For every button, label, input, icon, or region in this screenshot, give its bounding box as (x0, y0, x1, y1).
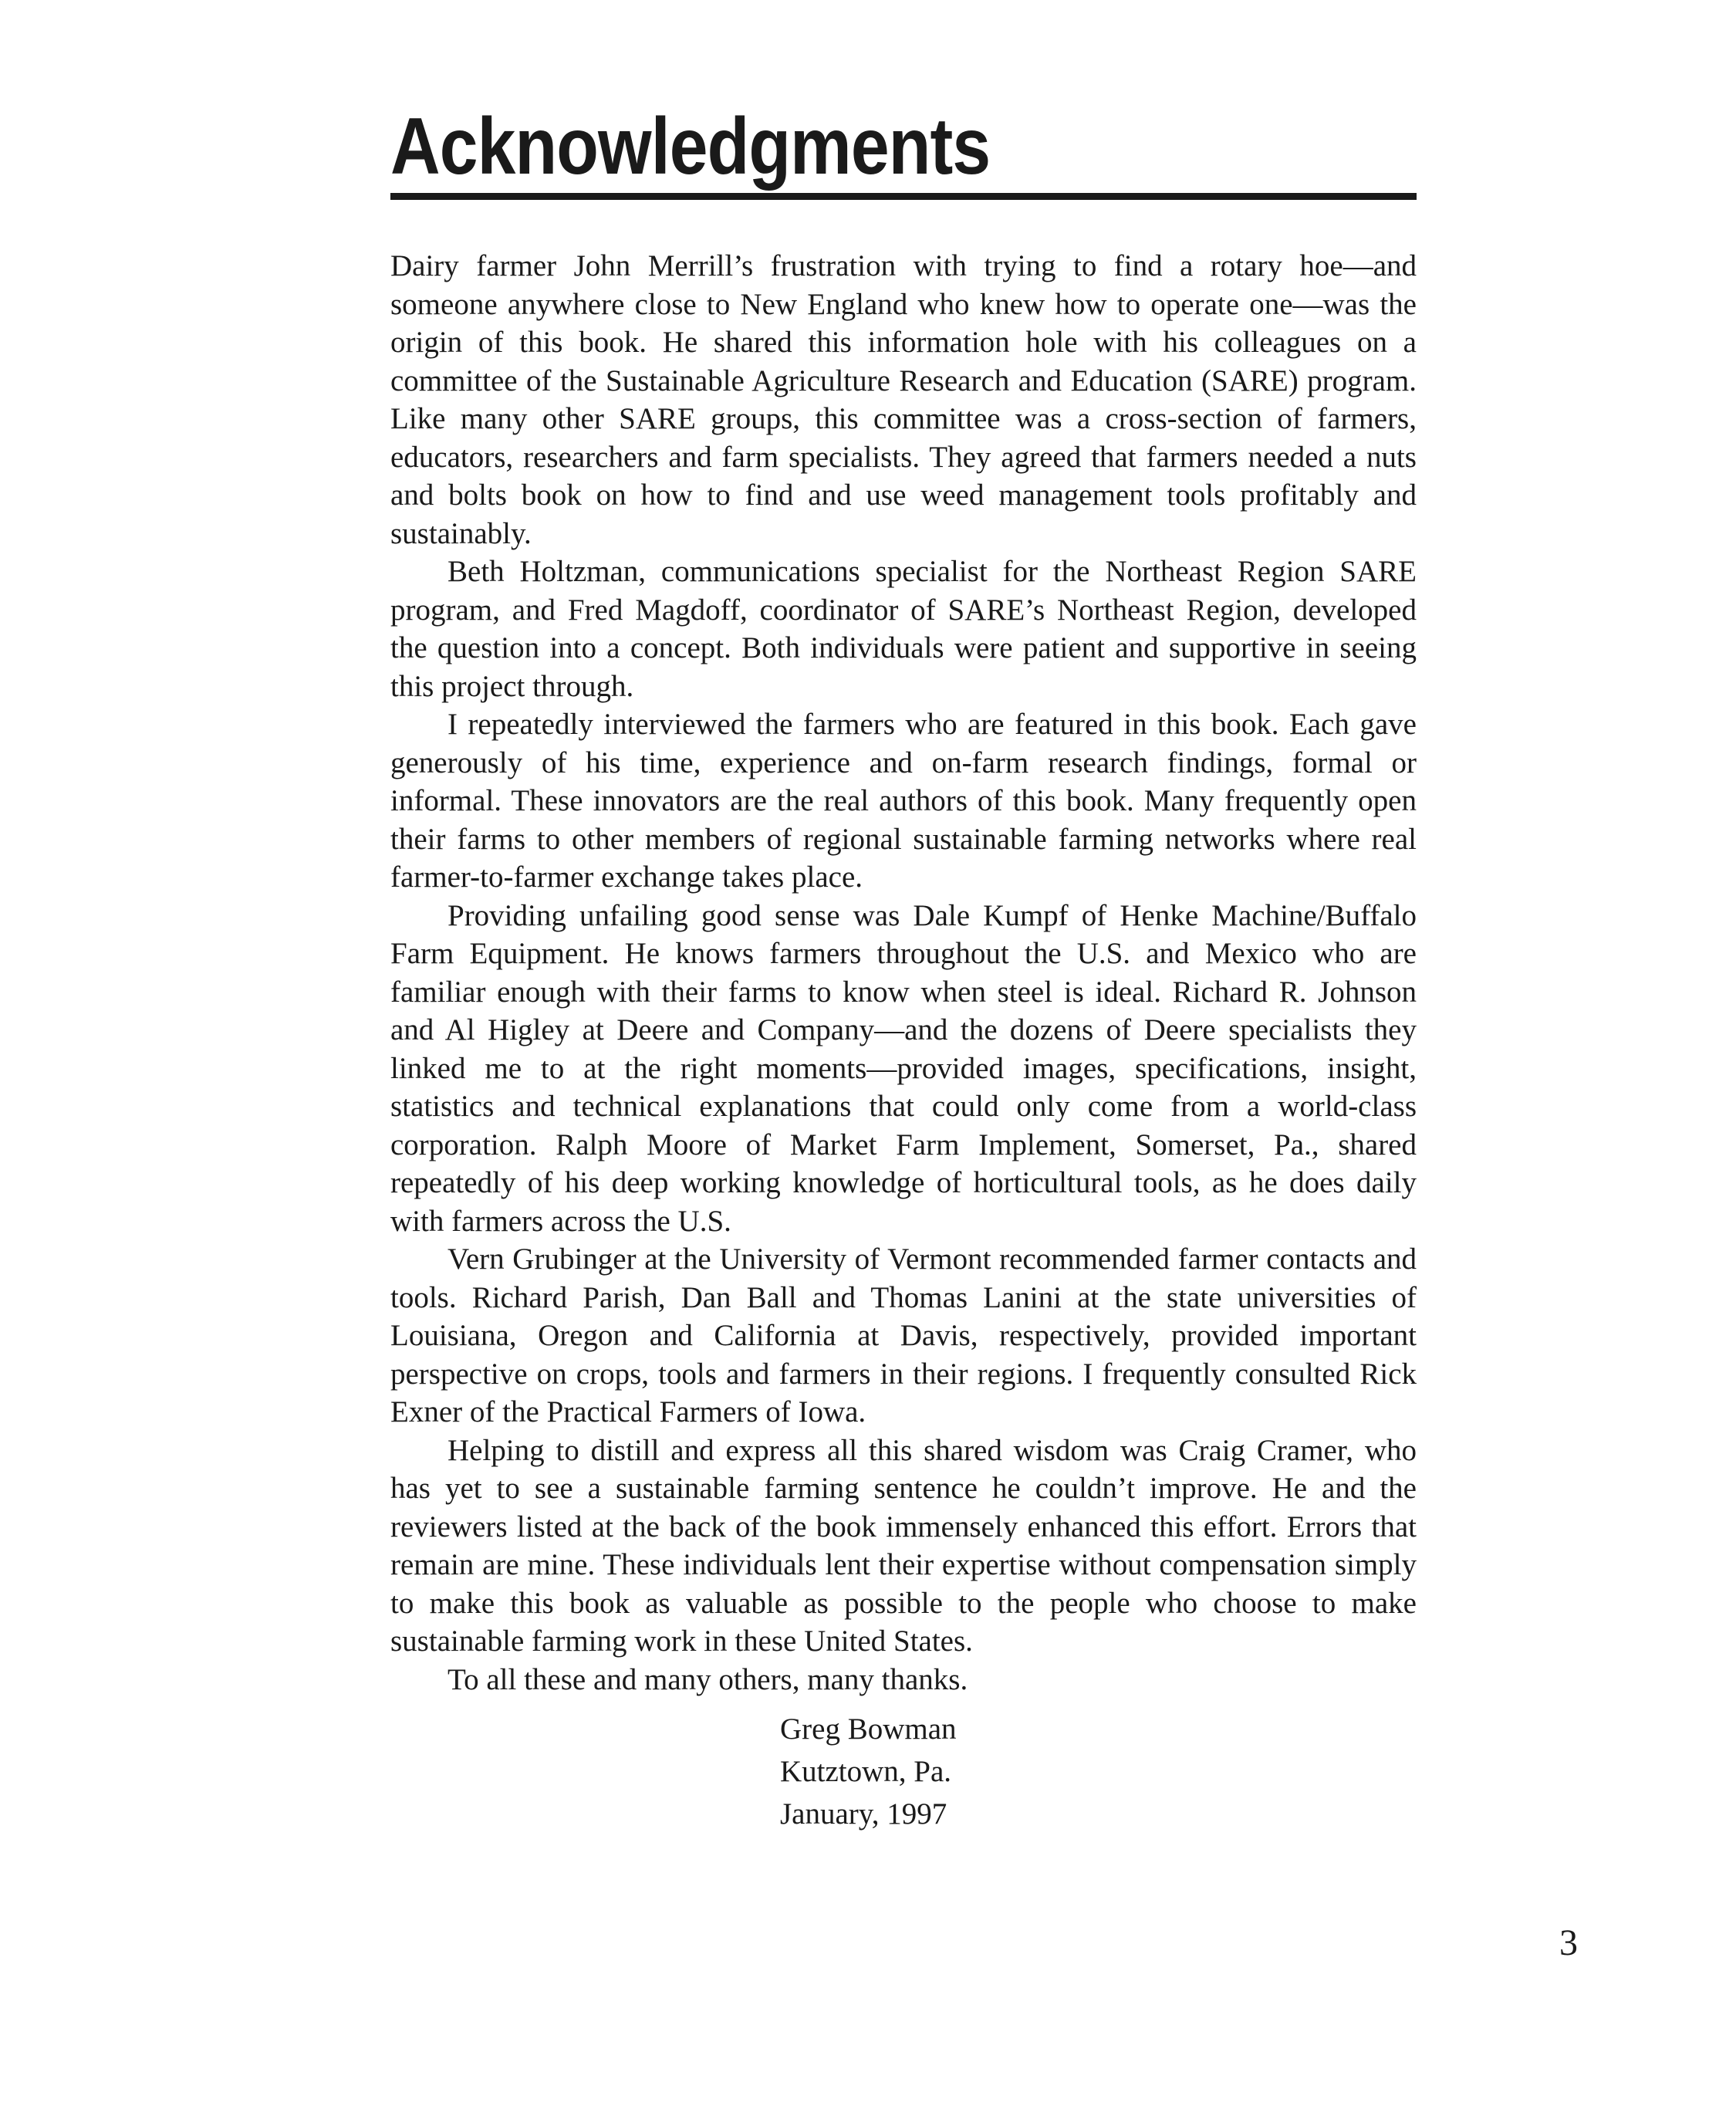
paragraph-1: Dairy farmer John Merrill’s frustration with trying to find a rotary hoe—and someone anywhere close to New England who knew how to operate one—was the origin of this book. He shared this information hole with his colleagues on a committee of the Sustainable Agriculture Research and Education (SARE) program. Like many other SARE groups, this committee was a cross-section of farmers, educators, researchers and farm specialists. They agreed that farmers needed a nuts and bolts book on how to find and use weed management tools profitably and sustainably. (390, 249, 1417, 550)
acknowledgments-body (390, 247, 1417, 1835)
paragraph-7: To all these and many others, many thanks. (448, 1662, 968, 1696)
paragraph-3: I repeatedly interviewed the farmers who are featured in this book. Each gave generously of his time, experience and on-farm research findings, formal or informal. These innovators are the real authors of this book. Many frequently open their farms to other members of regional sustainable farming networks where real farmer-to-farmer exchange takes place. (390, 708, 1417, 894)
paragraph-5: Vern Grubinger at the University of Vermont recommended farmer contacts and tools. Richard Parish, Dan Ball and Thomas Lanini at the state universities of Louisiana, Oregon and California at Davis, respectively, provided important perspective on crops, tools and farmers in their regions. I frequently consulted Rick Exner of the Practical Farmers of Iowa. (390, 1242, 1417, 1428)
page-title: Acknowledgments (390, 102, 991, 191)
paragraph-6: Helping to distill and express all this shared wisdom was Craig Cramer, who has yet to see a sustainable farming sentence he couldn’t improve. He and the reviewers listed at the back of the book immensely enhanced this effort. Errors that remain are mine. These individuals lent their expertise without compensation simply to make this book as valuable as possible to the people who choose to make sustainable farming work in these United States. (390, 1433, 1417, 1658)
page-number: 3 (1559, 1922, 1578, 1963)
signature-location: Kutztown, Pa. (780, 1755, 952, 1788)
title-underline-rule (390, 193, 1417, 200)
paragraph-4: Providing unfailing good sense was Dale Kumpf of Henke Machine/Buffalo Farm Equipment. He knows farmers throughout the U.S. and Mexico who are familiar enough with their farms to know when steel is ideal. Richard R. Johnson and Al Higley at Deere and Company—and the dozens of Deere specialists they linked me to at the right moments—provided images, specifications, insight, statistics and technical explanations that could only come from a world-class corporation. Ralph Moore of Market Farm Implement, Somerset, Pa., shared repeatedly of his deep working knowledge of horticultural tools, as he does daily with farmers across the U.S. (390, 898, 1417, 1238)
paragraph-2: Beth Holtzman, communications specialist for the Northeast Region SARE program, and Fred Magdoff, coordinator of SARE’s Northeast Region, developed the question into a concept. Both individuals were patient and supportive in seeing this project through. (390, 555, 1417, 703)
signature-name: Greg Bowman (780, 1712, 957, 1746)
signature-date: January, 1997 (780, 1797, 947, 1831)
signature-block (780, 1708, 1417, 1835)
